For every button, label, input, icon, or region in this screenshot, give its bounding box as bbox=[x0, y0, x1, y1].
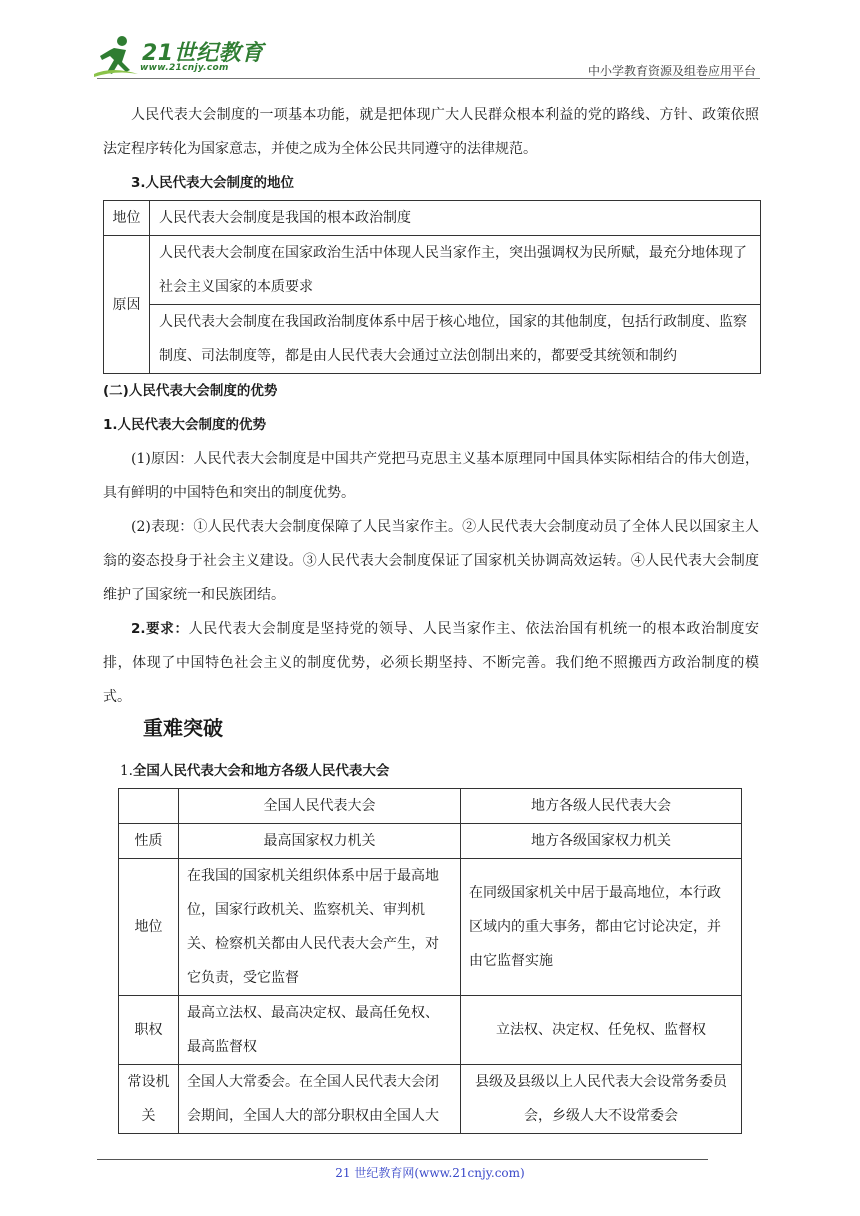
national-cell: 最高立法权、最高决定权、最高任免权、最高监督权 bbox=[179, 996, 461, 1065]
national-cell: 最高国家权力机关 bbox=[179, 824, 461, 859]
table-row bbox=[104, 236, 761, 305]
column-header: 全国人民代表大会 bbox=[179, 789, 461, 824]
site-logo[interactable] bbox=[92, 34, 262, 80]
local-cell: 立法权、决定权、任免权、监督权 bbox=[461, 996, 742, 1065]
part2-heading: (二)人民代表大会制度的优势 bbox=[103, 383, 278, 399]
requirement-text: 人民代表大会制度是坚持党的领导、人民当家作主、依法治国有机统一的根本政治制度安排，体现了中国特色社会主义的制度优势，必须长期坚持、不断完善。我们绝不照搬西方政治制度的模式。 bbox=[103, 621, 759, 705]
status-text-cell: 人民代表大会制度是我国的根本政治制度 bbox=[150, 201, 761, 236]
table-header-row bbox=[119, 789, 742, 824]
runner-figure-icon bbox=[92, 34, 142, 80]
table-row bbox=[104, 305, 761, 374]
footer-divider bbox=[97, 1159, 708, 1160]
platform-name: 中小学教育资源及组卷应用平台 bbox=[587, 64, 756, 78]
logo-url: www.21cnjy.com bbox=[140, 63, 229, 73]
performance-paragraph: (2)表现：①人民代表大会制度保障了人民当家作主。②人民代表大会制度动员了全体人民以国家主人翁的姿态投身于社会主义建设。③人民代表大会制度保证了国家机关协调高效运转。④人民代表大会制度维护了国家统一和民族团结。 bbox=[103, 519, 759, 603]
reason-paragraph: (1)原因：人民代表大会制度是中国共产党把马克思主义基本原理同中国具体实际相结合的伟大创造，具有鲜明的中国特色和突出的制度优势。 bbox=[103, 451, 759, 501]
local-cell: 地方各级国家权力机关 bbox=[461, 824, 742, 859]
column-header: 地方各级人民代表大会 bbox=[461, 789, 742, 824]
local-cell: 县级及县级以上人民代表大会设常务委员会，乡级人大不设常委会 bbox=[461, 1065, 742, 1134]
compare-table-heading bbox=[120, 757, 389, 785]
page-header bbox=[0, 0, 860, 90]
status-table bbox=[103, 200, 761, 374]
column-header bbox=[119, 789, 179, 824]
table-row bbox=[119, 996, 742, 1065]
national-cell: 在我国的国家机关组织体系中居于最高地位，国家行政机关、监察机关、审判机关、检察机关都由人民代表大会产生，对它负责，受它监督 bbox=[179, 859, 461, 996]
reason-cell-1: 人民代表大会制度在国家政治生活中体现人民当家作主，突出强调权为民所赋，最充分地体现了社会主义国家的本质要求 bbox=[150, 236, 761, 305]
local-cell: 在同级国家机关中居于最高地位，本行政区域内的重大事务，都由它讨论决定，并由它监督实施 bbox=[461, 859, 742, 996]
status-label-cell: 地位 bbox=[104, 201, 150, 236]
table-row bbox=[119, 824, 742, 859]
header-divider bbox=[97, 78, 760, 79]
row-label: 常设机关 bbox=[119, 1065, 179, 1134]
section-heading-status: 3.人民代表大会制度的地位 bbox=[131, 175, 295, 191]
row-label: 职权 bbox=[119, 996, 179, 1065]
table-row bbox=[119, 859, 742, 996]
compare-table bbox=[118, 788, 742, 1134]
reason-label-cell: 原因 bbox=[104, 236, 150, 374]
section-title: 重难突破 bbox=[143, 716, 223, 740]
compare-heading-text: 全国人民代表大会和地方各级人民代表大会 bbox=[132, 763, 390, 779]
compare-heading-number: 1. bbox=[120, 763, 133, 779]
logo-wordmark: 21世纪教育 bbox=[142, 41, 264, 66]
table-row bbox=[104, 201, 761, 236]
footer-text[interactable]: 21 世纪教育网(www.21cnjy.com) bbox=[335, 1166, 525, 1180]
table-row bbox=[119, 1065, 742, 1134]
requirement-paragraph bbox=[103, 612, 759, 714]
requirement-label: 2.要求： bbox=[131, 621, 189, 637]
advantages-subheading: 1.人民代表大会制度的优势 bbox=[103, 417, 267, 433]
reason-cell-2: 人民代表大会制度在我国政治制度体系中居于核心地位，国家的其他制度，包括行政制度、监察制度、司法制度等，都是由人民代表大会通过立法创制出来的，都要受其统领和制约 bbox=[150, 305, 761, 374]
intro-paragraph: 人民代表大会制度的一项基本功能，就是把体现广大人民群众根本利益的党的路线、方针、政策依照法定程序转化为国家意志，并使之成为全体公民共同遵守的法律规范。 bbox=[103, 107, 759, 157]
document-body bbox=[103, 98, 759, 714]
row-label: 性质 bbox=[119, 824, 179, 859]
row-label: 地位 bbox=[119, 859, 179, 996]
national-cell: 全国人大常委会。在全国人民代表大会闭会期间，全国人大的部分职权由全国人大 bbox=[179, 1065, 461, 1134]
